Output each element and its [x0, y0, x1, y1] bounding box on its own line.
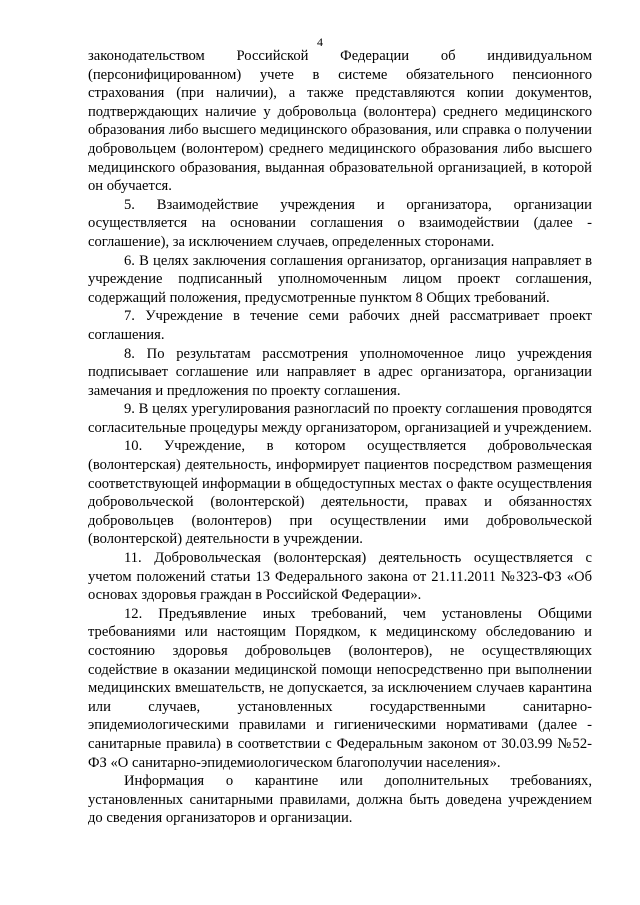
- paragraph-7: 7. Учреждение в течение семи рабочих дней рассматривает проект соглашения.: [88, 308, 592, 343]
- paragraph-5: 5. Взаимодействие учреждения и организатора, организации осуществляется на основании соглашения о взаимодействии (далее - соглашение), за исключением случаев, определенных сторонами.: [88, 196, 592, 250]
- paragraph-quarantine-info: Информация о карантине или дополнительных требованиях, установленных санитарными правилами, должна быть доведена учреждением до сведения организаторов и организации.: [88, 773, 592, 827]
- page-number: 4: [317, 35, 323, 49]
- paragraph-continuation: законодательством Российской Федерации об индивидуальном (персонифицированном) учете в системе обязательного пенсионного страхования (при наличии), а также представляются копии документов, подтверждающих наличие у добровольца (волонтера) среднего медицинского образования либо высшего медицинского образования, или справка о получении добровольцем (волонтером) среднего медицинского образования либо высшего медицинского образования, выданная образовательной организацией, в которой он обучается.: [88, 48, 592, 195]
- paragraph-8: 8. По результатам рассмотрения уполномоченное лицо учреждения подписывает соглашение или направляет в адрес организатора, организации замечания и предложения по проекту соглашения.: [88, 345, 592, 399]
- paragraph-9: 9. В целях урегулирования разногласий по проекту соглашения проводятся согласительные процедуры между организатором, организацией и учреждением.: [88, 401, 592, 436]
- paragraph-6: 6. В целях заключения соглашения организатор, организация направляет в учреждение подписанный уполномоченным лицом проект соглашения, содержащий положения, предусмотренные пунктом 8 Общих требований.: [88, 252, 592, 306]
- paragraph-10: 10. Учреждение, в котором осуществляется добровольческая (волонтерская) деятельность, информирует пациентов посредством размещения соответствующей информации в общедоступных местах о факте осуществления добровольческой (волонтерской) деятельности, правах и обязанностях добровольцев (волонтеров) при осуществлении ими добровольческой (волонтерской) деятельности в учреждении.: [88, 438, 592, 548]
- document-body: [88, 47, 592, 828]
- paragraph-11: 11. Добровольческая (волонтерская) деятельность осуществляется с учетом положений статьи 13 Федерального закона от 21.11.2011 №323-ФЗ «Об основах здоровья граждан в Российской Федерации».: [88, 550, 592, 604]
- paragraph-12: 12. Предъявление иных требований, чем установлены Общими требованиями или настоящим Порядком, к медицинскому обследованию и состоянию здоровья добровольцев (волонтеров), не осуществляющих содействие в оказании медицинской помощи непосредственно при выполнении медицинских вмешательств, не допускается, за исключением случаев карантина или случаев, установленных государственными санитарно-эпидемиологическими правилами и гигиеническими нормативами (далее - санитарные правила) в соответствии с Федеральным законом от 30.03.99 №52-ФЗ «О санитарно-эпидемиологическом благополучии населения».: [88, 605, 592, 771]
